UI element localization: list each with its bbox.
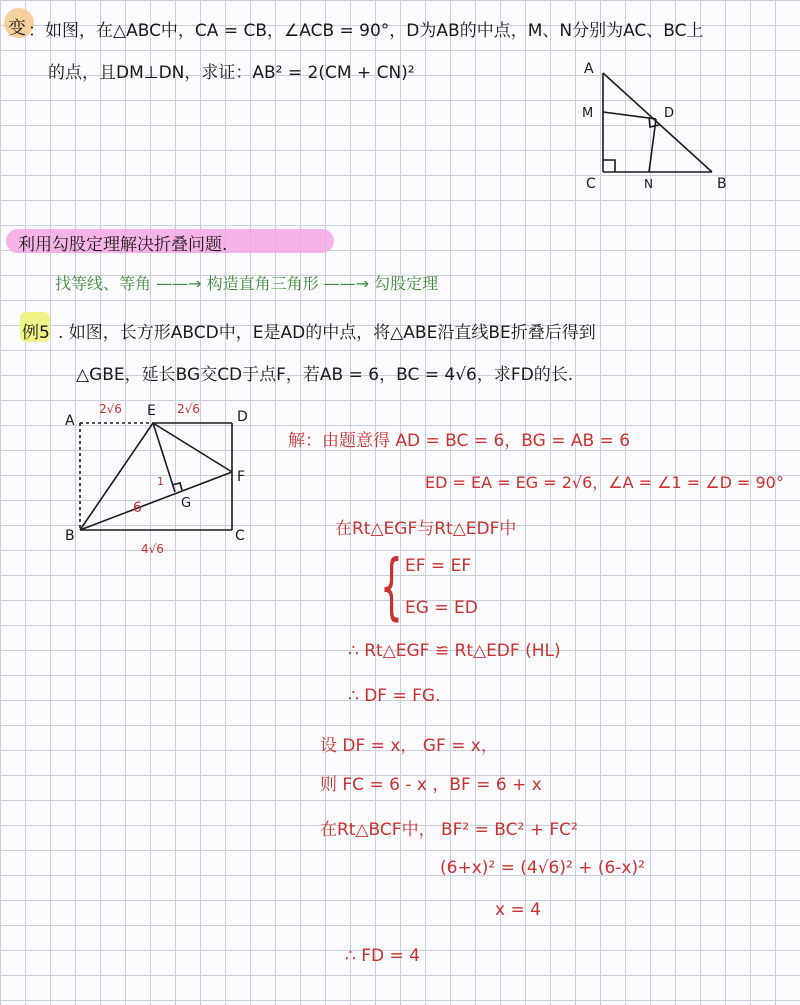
- solution-line-7: ∴ DF = FG.: [348, 686, 441, 706]
- triangle-figure: [570, 55, 740, 195]
- solution-line-1: 解：由题意得 AD = BC = 6，BG = AB = 6: [288, 431, 631, 451]
- example-tag: 例5: [22, 323, 50, 343]
- solution-line-3: 在Rt△EGF与Rt△EDF中: [335, 519, 517, 539]
- fig1-label-d: D: [664, 106, 675, 121]
- solution-line-10: 在Rt△BCF中， BF² = BC² + FC²: [320, 820, 578, 840]
- solution-line-6: ∴ Rt△EGF ≌ Rt△EDF (HL): [348, 641, 561, 661]
- fig1-label-b: B: [717, 176, 727, 192]
- fig2-label-d: D: [237, 409, 248, 425]
- example-line-1: . 如图，长方形ABCD中，E是AD的中点，将△ABE沿直线BE折叠后得到: [58, 323, 596, 343]
- rectangle-figure: [55, 395, 270, 560]
- variant-line-1: ：如图，在△ABC中，CA = CB，∠ACB = 90°，D为AB的中点，M、N分别为AC、BC上: [28, 21, 704, 41]
- solution-line-5: EG = ED: [405, 598, 478, 618]
- solution-line-13: ∴ FD = 4: [345, 946, 420, 966]
- solution-line-9: 则 FC = 6 - x ，BF = 6 + x: [320, 775, 542, 795]
- solution-line-2: ED = EA = EG = 2√6，∠A = ∠1 = ∠D = 90°: [425, 473, 784, 492]
- fig2-label-b: B: [65, 528, 75, 544]
- solution-line-8: 设 DF = x， GF = x，: [320, 736, 498, 756]
- example-line-2: △GBE，延长BG交CD于点F，若AB = 6，BC = 4√6，求FD的长.: [76, 365, 574, 385]
- fig2-ed-length: 2√6: [177, 402, 200, 416]
- solution-line-12: x = 4: [495, 900, 541, 920]
- variant-tag: 变: [8, 18, 26, 39]
- fig1-label-n: N: [644, 177, 653, 191]
- fig2-angle-1: 1: [157, 475, 164, 488]
- solution-line-4: EF = EF: [405, 556, 472, 576]
- variant-line-2: 的点，且DM⊥DN，求证：AB² = 2(CM + CN)²: [48, 63, 415, 83]
- fig2-label-c: C: [235, 528, 245, 544]
- fig2-label-f: F: [237, 469, 246, 485]
- fig2-label-a: A: [65, 413, 75, 429]
- section-title: 利用勾股定理解决折叠问题.: [18, 235, 228, 255]
- fig2-label-e: E: [147, 403, 156, 419]
- fig1-label-c: C: [586, 176, 596, 192]
- method-flow: 找等线、等角 ——→ 构造直角三角形 ——→ 勾股定理: [55, 274, 439, 293]
- fig2-label-g: G: [181, 496, 192, 511]
- fig2-bg-length: 6: [133, 500, 142, 516]
- solution-line-11: (6+x)² = (4√6)² + (6-x)²: [440, 858, 645, 878]
- fig1-label-m: M: [582, 106, 594, 121]
- fig2-ae-length: 2√6: [99, 402, 122, 416]
- fig2-bc-length: 4√6: [141, 542, 164, 556]
- fig1-label-a: A: [584, 61, 594, 77]
- system-brace: {: [380, 544, 403, 628]
